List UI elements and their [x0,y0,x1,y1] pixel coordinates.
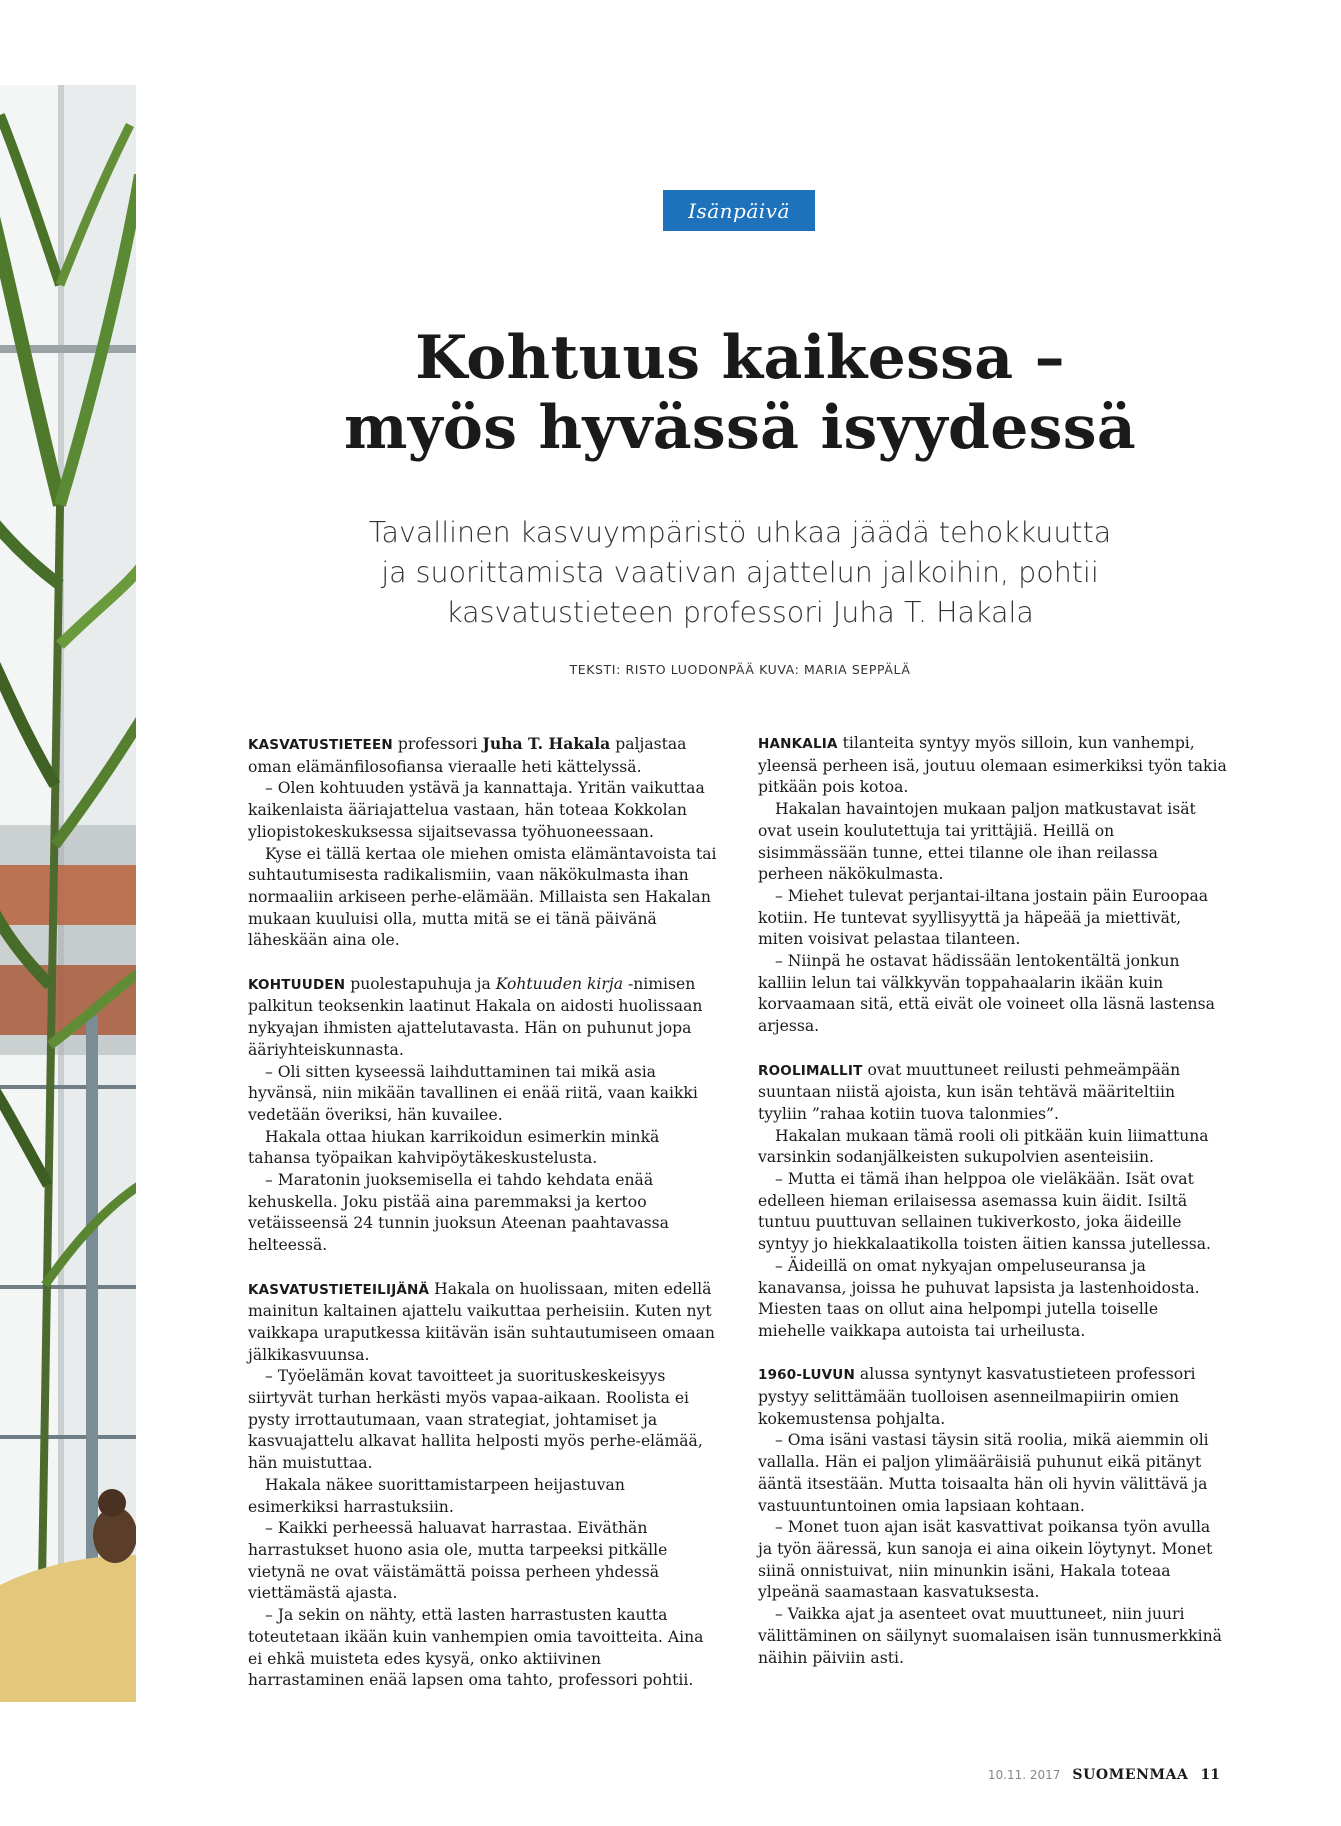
kicker: KASVATUSTIETEILIJÄNÄ [248,1281,430,1298]
paragraph [758,1364,1228,1430]
headline [200,323,1280,463]
paragraph [248,974,718,1062]
paragraph: – Ja sekin on nähty, että lasten harrastusten kautta toteutetaan ikään kuin vanhempien omia tavoitteita. Aina ei ehkä muisteta edes kysyä, onko aktiivinen harrastaminen enää lapsen oma tahto, professori pohtii. [248,1606,704,1690]
paragraph: – Maratonin juoksemisella ei tahdo kehdata enää kehuskella. Joku pistää aina paremmaksi ja kertoo vetäisseensä 24 tunnin juoksun Ateenan paahtavassa helteessä. [248,1171,669,1255]
text-run: alussa syntynyt kasvatustieteen professori pystyy selittämään tuolloisen asenneilmapiirin omien kokemustensa pohjalta. [758,1365,1196,1428]
paragraph: Hakalan havaintojen mukaan paljon matkustavat isät ovat usein koulutettuja tai yrittäjiä. Heillä on sisimmässään tunne, ettei tilanne ole ihan reilassa perheen näkökulmasta. [758,800,1196,884]
paragraph: – Työelämän kovat tavoitteet ja suorituskeskeisyys siirtyvät turhan herkästi myös vapaa-aikaan. Roolista ei pysty irrottautumaan, vaan strategiat, johtamiset ja kasvuajattelu alkavat hallita helposti myös perhe-elämää, hän muistuttaa. [248,1367,703,1473]
paragraph: Hakalan mukaan tämä rooli oli pitkään kuin liimattuna varsinkin sodanjälkeisten sukupolvien asenteisiin. [758,1126,1209,1167]
magazine-name: SUOMENMAA [1072,1767,1189,1783]
paragraph: – Äideillä on omat nykyajan ompeluseuransa ja kanavansa, joissa he puhuvat lapsista ja lastenhoidosta. Miesten taas on ollut aina helpompi jutella toiselle miehelle vaikkapa autoista tai urheilusta. [758,1256,1200,1340]
deck-line-1: Tavallinen kasvuympäristö uhkaa jäädä tehokkuutta [368,516,1112,549]
deck-line-3: kasvatustieteen professori Juha T. Hakala [446,596,1034,629]
body-column-left [248,733,718,1692]
name-bold: Juha T. Hakala [482,734,611,753]
palm-window-illustration [0,85,136,1702]
paragraph: – Niinpä he ostavat hädissään lentokentältä jonkun kalliin lelun tai välkkyvän toppahaalarin ikään kuin korvaamaan sitä, että eivät ole voineet olla läsnä lastensa arjessa. [758,952,1215,1036]
kicker: ROOLIMALLIT [758,1062,863,1079]
paragraph: – Kaikki perheessä haluavat harrastaa. Eiväthän harrastukset huono asia ole, mutta tarpeeksi pitkälle vietynä ne ovat väistämättä poissa perheen yhdessä viettämästä ajasta. [248,1519,668,1603]
byline: TEKSTI: RISTO LUODONPÄÄ KUVA: MARIA SEPPÄLÄ [569,662,911,677]
page-number: 11 [1200,1767,1220,1783]
paragraph: – Mutta ei tämä ihan helppoa ole vieläkään. Isät ovat edelleen hieman erilaisessa asemassa kuin äidit. Isiltä tuntuu puuttuvan sellainen tukiverkosto, joka äideille syntyy jo hiekkalaatikolla toisten äitien kanssa jutellessa. [758,1170,1212,1254]
paragraph: – Monet tuon ajan isät kasvattivat poikansa työn avulla ja työn ääressä, kun sanoja ei aina oikein löytynyt. Monet siinä onnistuivat, niin minunkin isäni, Hakala toteaa ylpeänä saamastaan kasvatuksesta. [758,1518,1213,1602]
body-column-right [758,733,1228,1669]
text-run: tilanteita syntyy myös silloin, kun vanhempi, yleensä perheen isä, joutuu olemaan esimerkiksi työn takia pitkään pois kotoa. [758,734,1227,797]
page-footer [900,1767,1220,1783]
paragraph: – Miehet tulevat perjantai-iltana jostain päin Euroopaa kotiin. He tuntevat syyllisyyttä ja häpeää ja miettivät, miten voisivat pelastaa tilanteen. [758,886,1209,949]
paragraph [248,733,718,778]
kicker: KOHTUUDEN [248,976,346,993]
headline-line-1: Kohtuus kaikessa – [415,323,1065,393]
paragraph: – Oma isäni vastasi täysin sitä roolia, mikä aiemmin oli vallalla. Hän ei paljon ylimääräisiä puhunut eikä pitänyt ääntä itsestään. Mutta toisaalta hän oli hyvin välittävä ja vastuuntuntoinen omia lapsiaan kohtaan. [758,1431,1209,1515]
text-run: professori [392,735,483,753]
kicker: 1960-LUVUN [758,1367,855,1384]
deck-line-2: ja suorittamista vaativan ajattelun jalkoihin, pohtii [381,556,1099,589]
paragraph [758,733,1228,799]
paragraph: Kyse ei tällä kertaa ole miehen omista elämäntavoista tai suhtautumisesta radikalismiin, vaan näkökulmasta ihan normaaliin arkiseen perhe-elämään. Millaista sen Hakalan mukaan kuuluisi olla, mutta mitä se ei tänä päivänä läheskään aina ole. [248,844,717,950]
text-run: paljastaa oman elämänfilosofiansa vieraalle heti kättelyssä. [248,735,687,776]
issue-date: 10.11. 2017 [987,1768,1061,1782]
text-run: Hakala on huolissaan, miten edellä mainitun kaltainen ajattelu vaikuttaa perheisiin. Kuten nyt vaikkapa uraputkessa kiitävän isän suhtautumiseen omaan jälkikasvuunsa. [248,1279,715,1364]
paragraph [248,1279,718,1367]
kicker: HANKALIA [758,736,838,752]
kicker: KASVATUSTIETEEN [248,737,393,753]
paragraph: – Olen kohtuuden ystävä ja kannattaja. Yritän vaikuttaa kaikenlaista ääriajattelua vastaan, hän toteaa Kokkolan yliopistokeskuksessa sijaitsevassa työhuoneessaan. [248,779,705,841]
paragraph: Hakala ottaa hiukan karrikoidun esimerkin minkä tahansa työpaikan kahvipöytäkeskustelusta. [248,1127,660,1168]
article-photo [0,85,136,1702]
text-run: -nimisen palkitun teoksenkin laatinut Hakala on aidosti huolissaan nykyajan ihmisten ajattelutavasta. Hän on puhunut jopa ääriyhteiskunnasta. [248,974,703,1059]
book-title: Kohtuuden kirja [495,974,623,993]
paragraph [758,1060,1228,1126]
paragraph: Hakala näkee suorittamistarpeen heijastuvan esimerkiksi harrastuksiin. [248,1475,625,1516]
paragraph: – Vaikka ajat ja asenteet ovat muuttuneet, niin juuri välittäminen on säilynyt suomalaisen isän tunnusmerkkinä näihin päiviin asti. [758,1605,1222,1667]
headline-line-2: myös hyvässä isyydessä [343,393,1137,463]
text-run: puolestapuhuja ja [345,974,496,993]
paragraph: – Oli sitten kyseessä laihduttaminen tai mikä asia hyvänsä, niin mikään tavallinen ei enää riitä, vaan kaikki vedetään överiksi, hän kuvailee. [248,1062,698,1124]
section-tag: Isänpäivä [663,190,815,231]
text-run: ovat muuttuneet reilusti pehmeämpään suuntaan niistä ajoista, kun isän tehtävä määriteltiin tyyliin ”rahaa kotiin tuova talonmies”. [758,1060,1181,1123]
deck [200,513,1280,633]
